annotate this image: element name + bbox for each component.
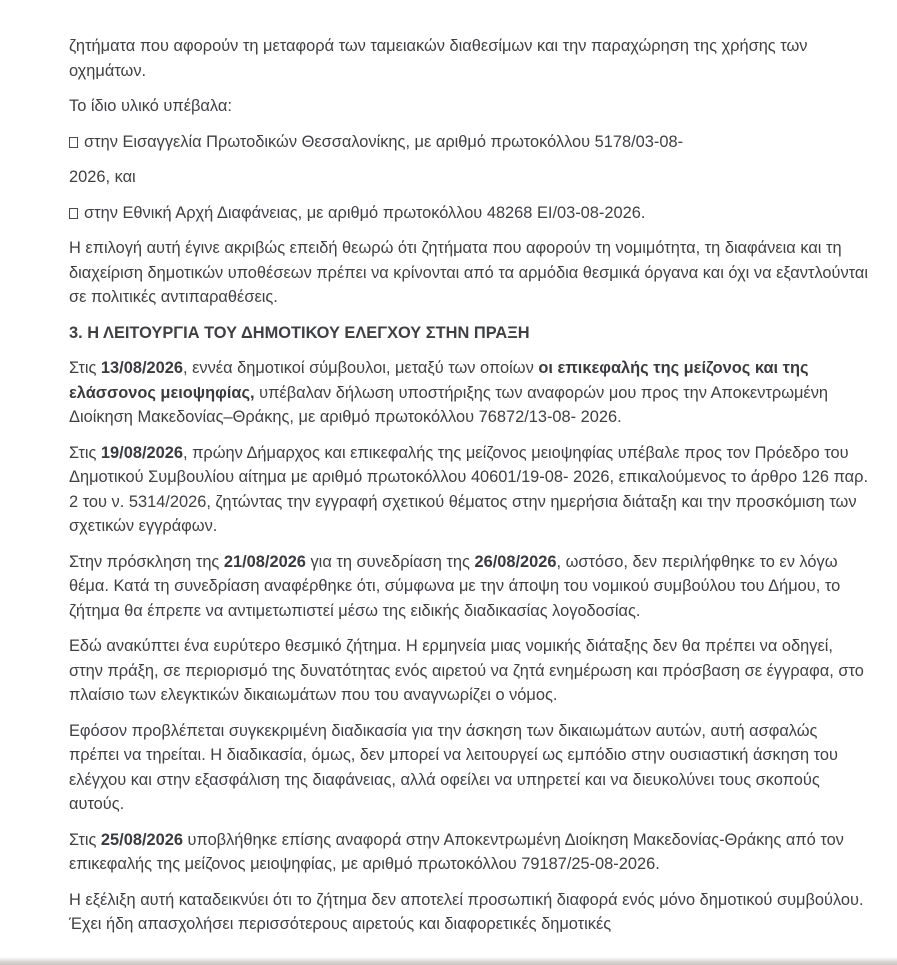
paragraph-councillors-declaration [69, 356, 869, 430]
paragraph-text: Εδώ ανακύπτει ένα ευρύτερο θεσμικό ζήτημα. Η ερμηνεία μιας νομικής διάταξης δεν θα πρέπει να οδηγεί, στην πράξη, σε περιορισμό της δυνατότητας ενός αιρετού να ζητά ενημέρωση και πρόσβαση σε έγγραφα, στο πλαίσιο των ελεγκτικών δικαιωμάτων που του αναγνωρίζει ο νόμος. [69, 637, 864, 704]
bullet-text: στην Εθνική Αρχή Διαφάνειας, με αριθμό πρωτοκόλλου 48268 ΕΙ/03-08-2026. [84, 203, 646, 222]
document-body [69, 34, 869, 948]
checkbox-bullet-icon [69, 137, 78, 148]
paragraph-text: , ωστόσο, δεν περιλήφθηκε το εν λόγω θέμα. Κατά τη συνεδρίαση αναφέρθηκε ότι, σύμφωνα με την άποψη του νομικού συμβούλου του Δήμου, το ζήτημα θα έπρεπε να αντιμετωπιστεί μέσω της ειδικής διαδικασίας λογοδοσίας. [69, 552, 841, 620]
bullet-item-prosecutor [69, 130, 869, 155]
section-heading: 3. Η ΛΕΙΤΟΥΡΓΙΑ ΤΟΥ ΔΗΜΟΤΙΚΟΥ ΕΛΕΓΧΟΥ ΣΤΗΝ ΠΡΑΞΗ [69, 323, 530, 342]
paragraph-text: Εφόσον προβλέπεται συγκεκριμένη διαδικασία για την άσκηση των δικαιωμάτων αυτών, αυτή ασφαλώς πρέπει να τηρείται. Η διαδικασία, όμως, δεν μπορεί να λειτουργεί ως εμπόδιο στην ουσιαστική άσκηση του ελέγχου και στην εξασφάλιση της διαφάνειας, αλλά οφείλει να υπηρετεί και να διευκολύνει τους σκοπούς αυτούς. [69, 721, 838, 813]
paragraph-text: Στις [69, 443, 101, 462]
paragraph-submitted-material [69, 94, 869, 119]
paragraph-text: Στις [69, 830, 101, 849]
bullet-item-transparency-authority [69, 201, 869, 226]
paragraph-institutional-choice [69, 236, 869, 310]
date-bold: 26/08/2026 [474, 552, 557, 571]
paragraph-text: Η εξέλιξη αυτή καταδεικνύει ότι το ζήτημα δεν αποτελεί προσωπική διαφορά ενός μόνο δημοτικού συμβούλου. Έχει ήδη απασχολήσει περισσότερους αιρετούς και διαφορετικές δημοτικές [69, 890, 864, 933]
paragraph-text: Στην πρόσκληση της [69, 552, 224, 571]
paragraph-text: υπέβαλαν δήλωση υποστήριξης των αναφορών μου προς την Αποκεντρωμένη Διοίκηση Μακεδονίας–Θράκης, με αριθμό πρωτοκόλλου 76872/13-08- 2026. [69, 383, 829, 426]
paragraph-text: υποβλήθηκε επίσης αναφορά στην Αποκεντρωμένη Διοίκηση Μακεδονίας-Θράκης από τον επικεφαλής της μείζονος μειοψηφίας, με αριθμό πρωτοκόλλου 79187/25-08-2026. [69, 830, 844, 873]
bullet-item-prosecutor-continued [69, 165, 869, 190]
paragraph-procedure [69, 719, 869, 817]
paragraph-vehicles [69, 34, 869, 83]
paragraph-text: Στις [69, 359, 101, 377]
paragraph-text: Το ίδιο υλικό υπέβαλα: [69, 97, 232, 115]
paragraph-text: Η επιλογή αυτή έγινε ακριβώς επειδή θεωρώ ότι ζητήματα που αφορούν τη νομιμότητα, τη διαφάνεια και τη διαχείριση δημοτικών υποθέσεων πρέπει να κρίνονται από τα αρμόδια θεσμικά όργανα και όχι να εξαντλούνται σε πολιτικές αντιπαραθέσεις. [69, 239, 869, 306]
paragraph-majority-report [69, 828, 869, 877]
date-bold: 25/08/2026 [100, 830, 183, 849]
date-bold: 19/08/2026 [100, 443, 183, 462]
date-bold: 13/08/2026 [100, 359, 183, 377]
paragraph-text: , εννέα δημοτικοί σύμβουλοι, μεταξύ των οποίων [182, 359, 539, 377]
paragraph-text: , πρώην Δήμαρχος και επικεφαλής της μείζονος μειοψηφίας υπέβαλε προς τον Πρόεδρο του Δημοτικού Συμβουλίου αίτημα με αριθμό πρωτοκόλλου 40601/19-08- 2026, επικαλούμενος το άρθρο 126 παρ. 2 του ν. 5314/2026, ζητώντας την εγγραφή σχετικού θέματος στην ημερήσια διάταξη και την προσκόμιση των σχετικών εγγράφων. [69, 443, 868, 535]
date-bold: 21/08/2026 [223, 552, 306, 571]
bullet-text: στην Εισαγγελία Πρωτοδικών Θεσσαλονίκης, με αριθμό πρωτοκόλλου 5178/03-08- [84, 132, 684, 151]
paragraph-former-mayor-request [69, 441, 869, 539]
paragraph-text: ζητήματα που αφορούν τη μεταφορά των ταμειακών διαθεσίμων και την παραχώρηση της χρήσης των οχημάτων. [69, 37, 808, 80]
paragraph-invitation [69, 550, 869, 624]
paragraph-text: για τη συνεδρίαση της [305, 552, 475, 571]
paragraph-development [69, 888, 869, 937]
bullet-text: 2026, και [69, 168, 136, 186]
page-bottom-edge [0, 957, 897, 965]
paragraph-institutional-issue [69, 634, 869, 708]
checkbox-bullet-icon [69, 208, 78, 219]
emphasis-bold: οι επικεφαλής της μείζονος και της ελάσσονος μειοψηφίας, [69, 359, 809, 402]
